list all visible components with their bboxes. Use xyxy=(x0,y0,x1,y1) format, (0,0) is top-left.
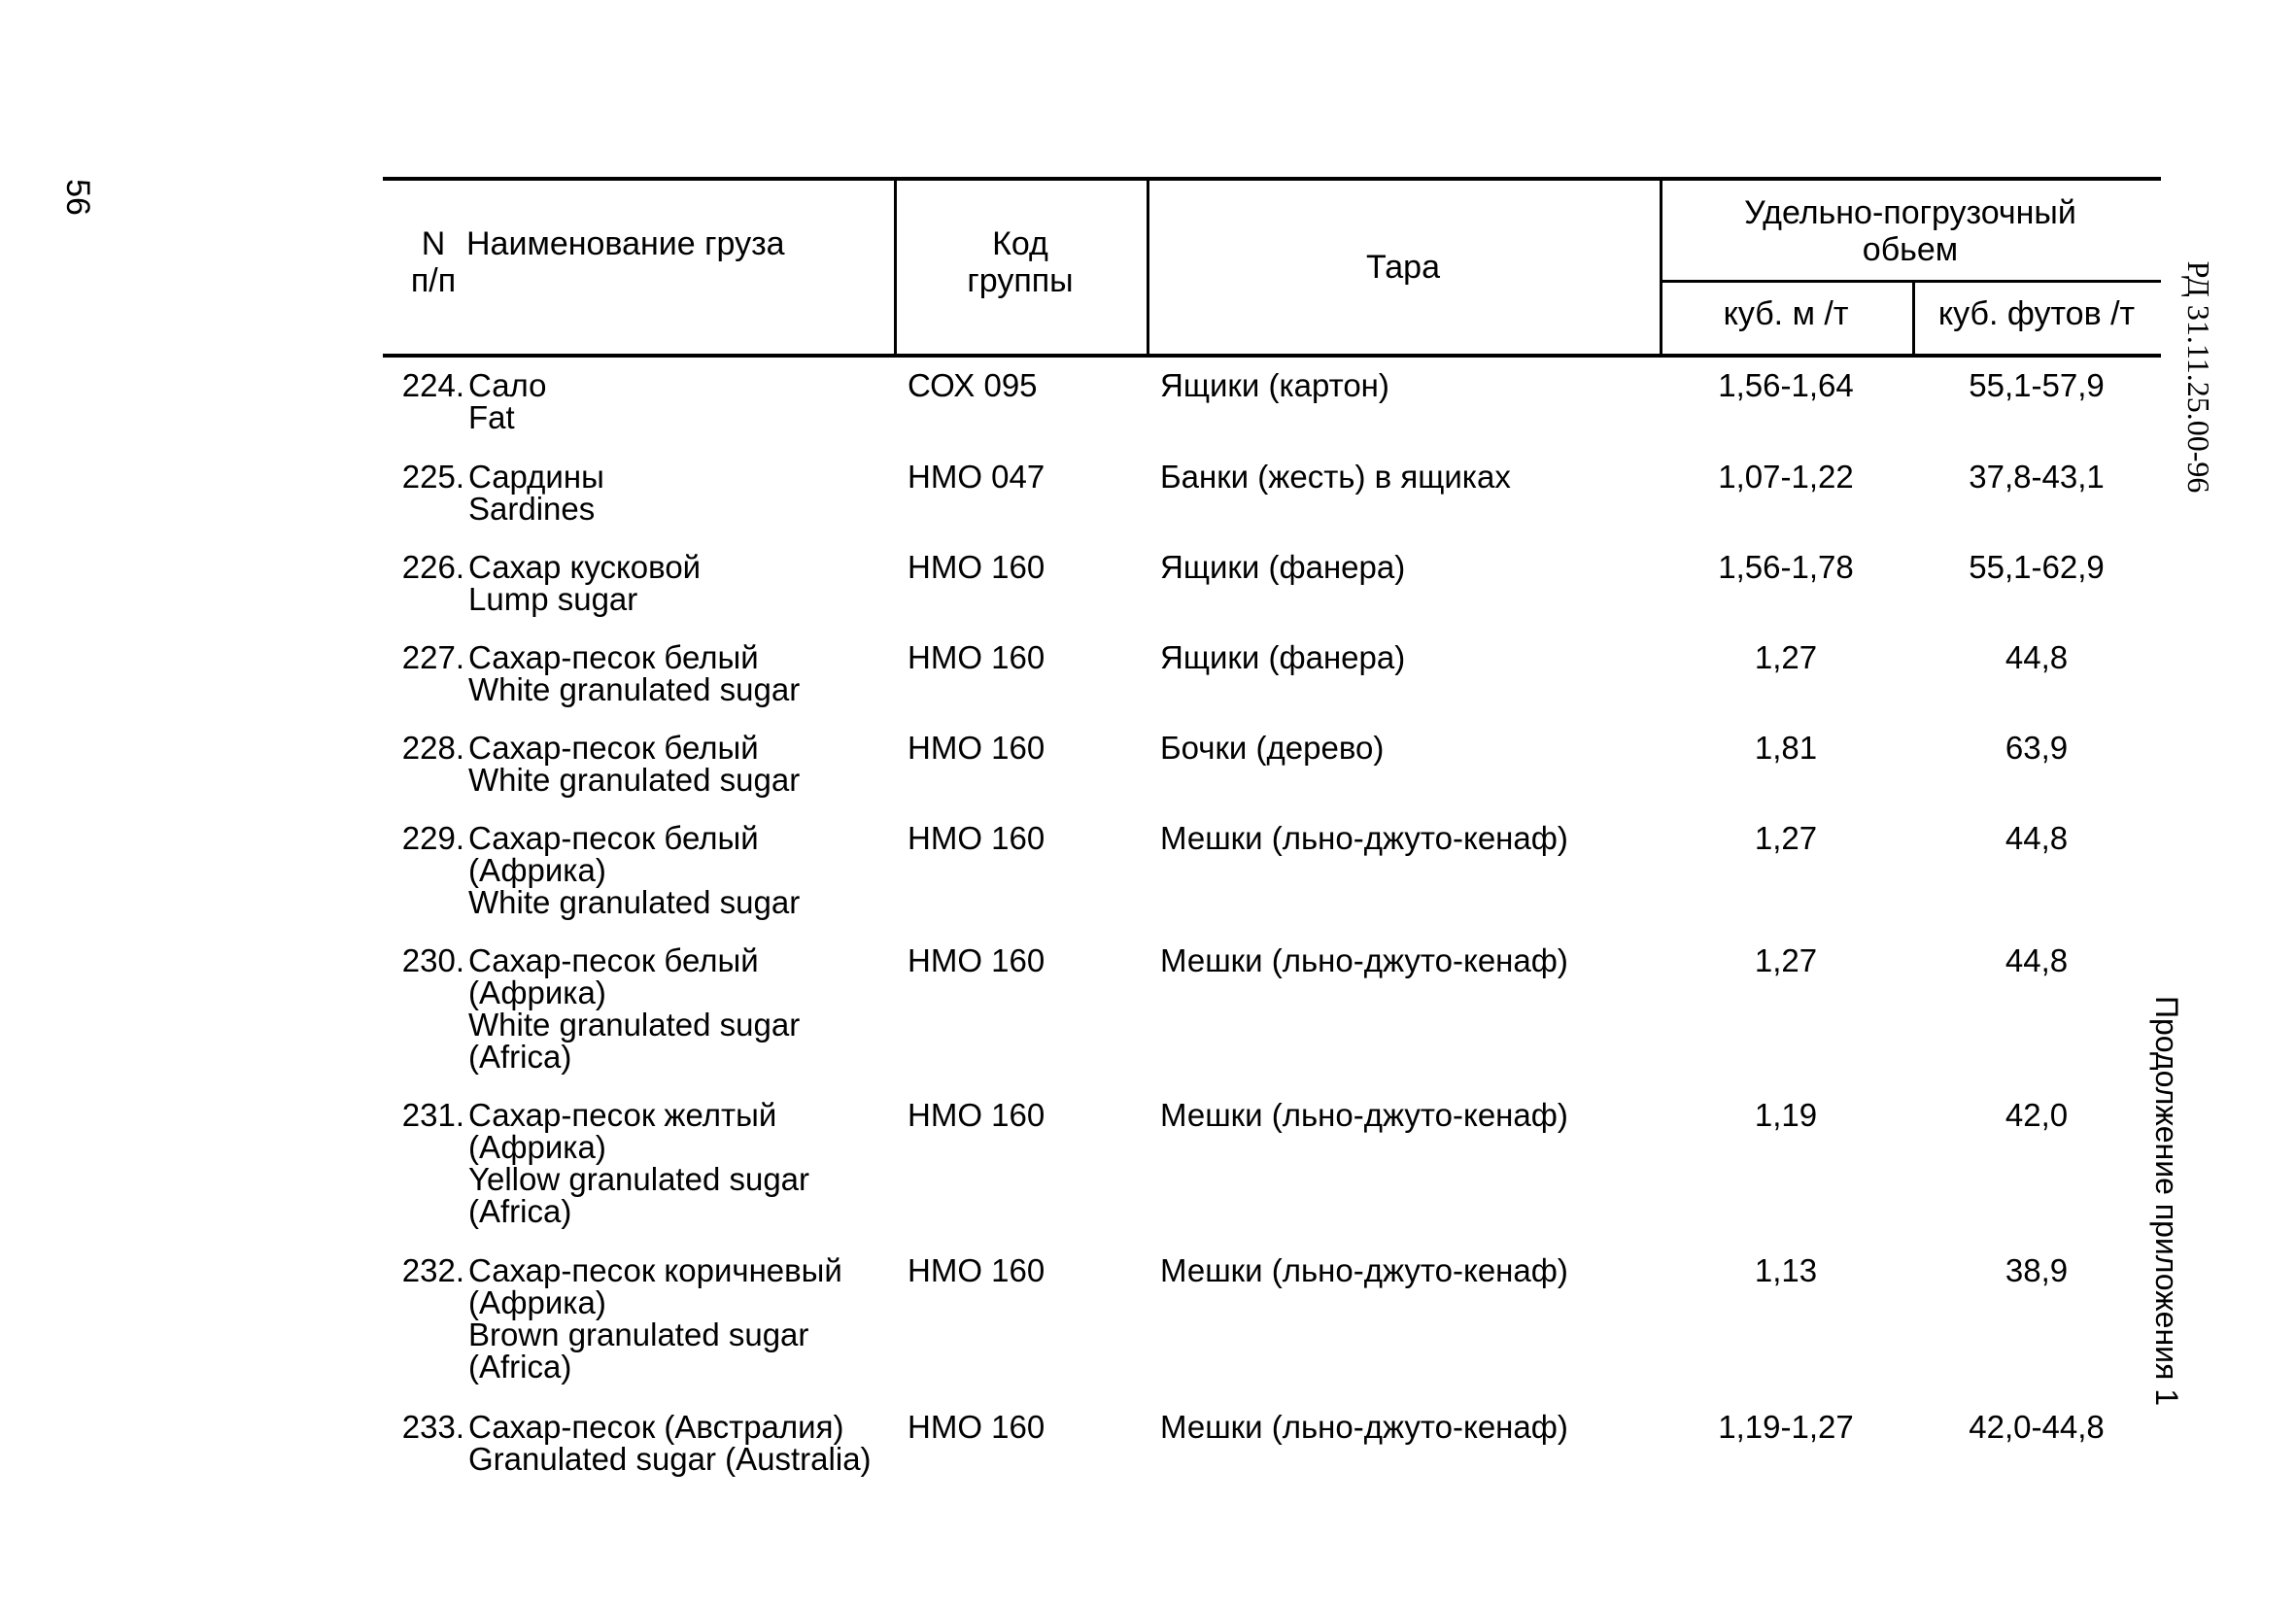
cargo-name-line: White granulated sugar xyxy=(468,762,801,798)
cubic-feet-value: 44,8 xyxy=(2005,820,2069,856)
group-code: НМО 160 xyxy=(908,639,1045,675)
header-packaging: Тара xyxy=(1366,249,1440,286)
cargo-name-line: (Африка) xyxy=(468,974,606,1010)
row-number: 230. xyxy=(401,942,464,978)
cubic-meters-value: 1,27 xyxy=(1754,639,1818,675)
cubic-meters-value: 1,13 xyxy=(1754,1252,1818,1288)
header-code-line1: Код xyxy=(992,225,1048,262)
packaging: Мешки (льно-джуто-кенаф) xyxy=(1160,1097,1568,1133)
cargo-name-line: Lump sugar xyxy=(468,581,638,617)
cargo-name-line: Granulated sugar (Australia) xyxy=(468,1441,872,1477)
group-code: НМО 047 xyxy=(908,459,1045,495)
packaging: Мешки (льно-джуто-кенаф) xyxy=(1160,820,1568,856)
header-stowage-volume xyxy=(1660,194,2161,268)
packaging: Банки (жесть) в ящиках xyxy=(1160,459,1511,495)
cubic-feet-value: 44,8 xyxy=(2005,639,2069,675)
row-number: 226. xyxy=(401,549,464,585)
packaging: Ящики (картон) xyxy=(1160,367,1389,403)
cargo-table xyxy=(383,177,2161,1488)
document-code: РД 31.11.25.00-96 xyxy=(2181,260,2216,494)
cargo-name-line: White granulated sugar xyxy=(468,884,801,920)
table-row xyxy=(383,369,2161,461)
cargo-name-line: Сахар-песок белый xyxy=(468,639,759,675)
cargo-name xyxy=(468,1411,896,1475)
cargo-name-line: Brown granulated sugar xyxy=(468,1316,809,1352)
cargo-name xyxy=(468,822,896,918)
table-row xyxy=(383,1254,2161,1411)
cubic-meters-value: 1,56-1,78 xyxy=(1718,549,1854,585)
row-number: 227. xyxy=(401,639,464,675)
header-cubic-feet: куб. футов /т xyxy=(1937,295,2136,332)
table-row xyxy=(383,732,2161,822)
header-code-line2: группы xyxy=(967,262,1074,299)
cargo-name-line: (Африка) xyxy=(468,852,606,888)
cubic-feet-value: 63,9 xyxy=(2005,730,2069,766)
cargo-name-line: Сахар-песок (Австралия) xyxy=(468,1409,844,1445)
cubic-feet-value: 38,9 xyxy=(2005,1252,2069,1288)
header-number-line2: п/п xyxy=(410,262,457,299)
cargo-name xyxy=(468,369,896,433)
row-number: 232. xyxy=(401,1252,464,1288)
group-code: НМО 160 xyxy=(908,549,1045,585)
header-volume-line2: обьем xyxy=(1862,231,1959,268)
cubic-feet-value: 42,0-44,8 xyxy=(1969,1409,2105,1445)
row-number: 233. xyxy=(401,1409,464,1445)
cubic-meters-value: 1,07-1,22 xyxy=(1718,459,1854,495)
packaging: Бочки (дерево) xyxy=(1160,730,1385,766)
group-code: СОХ 095 xyxy=(908,367,1038,403)
cargo-name xyxy=(468,1254,896,1383)
cargo-name-line: (Африка) xyxy=(468,1129,606,1165)
cargo-name-line: White granulated sugar xyxy=(468,671,801,707)
cubic-meters-value: 1,27 xyxy=(1754,820,1818,856)
header-number xyxy=(394,225,472,299)
header-number-line1: N xyxy=(421,225,446,262)
cargo-name xyxy=(468,732,896,796)
header-cubic-meters: куб. м /т xyxy=(1723,295,1849,332)
cubic-meters-value: 1,19 xyxy=(1754,1097,1818,1133)
group-code: НМО 160 xyxy=(908,942,1045,978)
group-code: НМО 160 xyxy=(908,730,1045,766)
cargo-name-line: Сахар-песок коричневый xyxy=(468,1252,842,1288)
packaging: Мешки (льно-джуто-кенаф) xyxy=(1160,1409,1568,1445)
cargo-name-line: Сало xyxy=(468,367,547,403)
cargo-name-line: Fat xyxy=(468,399,515,435)
group-code: НМО 160 xyxy=(908,820,1045,856)
cubic-feet-value: 37,8-43,1 xyxy=(1969,459,2105,495)
page-number: 56 xyxy=(59,179,96,216)
group-code: НМО 160 xyxy=(908,1097,1045,1133)
cubic-feet-value: 55,1-62,9 xyxy=(1969,549,2105,585)
cubic-feet-value: 55,1-57,9 xyxy=(1969,367,2105,403)
cargo-name-line: Yellow granulated sugar xyxy=(468,1161,810,1197)
cargo-name-line: Сахар кусковой xyxy=(468,549,702,585)
packaging: Ящики (фанера) xyxy=(1160,639,1406,675)
cargo-name xyxy=(468,461,896,525)
table-row xyxy=(383,822,2161,944)
cargo-name-line: (Africa) xyxy=(468,1193,572,1229)
table-row xyxy=(383,641,2161,732)
table-body xyxy=(383,369,2161,1488)
cargo-name xyxy=(468,551,896,615)
table-header xyxy=(383,177,2161,358)
cubic-meters-value: 1,81 xyxy=(1754,730,1818,766)
cargo-name-line: Сахар-песок белый xyxy=(468,820,759,856)
row-number: 224. xyxy=(401,367,464,403)
cargo-name xyxy=(468,944,896,1073)
table-row xyxy=(383,1411,2161,1488)
cargo-name-line: (Africa) xyxy=(468,1039,572,1075)
cargo-name xyxy=(468,641,896,705)
table-row xyxy=(383,1099,2161,1254)
packaging: Мешки (льно-джуто-кенаф) xyxy=(1160,942,1568,978)
row-number: 228. xyxy=(401,730,464,766)
appendix-caption: Продолжение приложения 1 xyxy=(2149,996,2184,1406)
table-row xyxy=(383,944,2161,1099)
cargo-name-line: White granulated sugar xyxy=(468,1007,801,1043)
group-code: НМО 160 xyxy=(908,1252,1045,1288)
cubic-meters-value: 1,56-1,64 xyxy=(1718,367,1854,403)
row-number: 229. xyxy=(401,820,464,856)
packaging: Ящики (фанера) xyxy=(1160,549,1406,585)
cargo-name-line: (Africa) xyxy=(468,1349,572,1385)
cubic-feet-value: 44,8 xyxy=(2005,942,2069,978)
cubic-feet-value: 42,0 xyxy=(2005,1097,2069,1133)
cargo-name xyxy=(468,1099,896,1227)
row-number: 225. xyxy=(401,459,464,495)
table-row xyxy=(383,461,2161,551)
cubic-meters-value: 1,27 xyxy=(1754,942,1818,978)
cargo-name-line: Сардины xyxy=(468,459,604,495)
subheader-divider xyxy=(1660,280,2161,283)
cargo-name-line: Сахар-песок белый xyxy=(468,730,759,766)
cargo-name-line: Сахар-песок желтый xyxy=(468,1097,777,1133)
header-volume-line1: Удельно-погрузочный xyxy=(1744,194,2076,231)
row-number: 231. xyxy=(401,1097,464,1133)
header-group-code xyxy=(894,225,1147,299)
cargo-name-line: Сахар-песок белый xyxy=(468,942,759,978)
header-cargo-name: Наименование груза xyxy=(466,225,785,262)
cubic-meters-value: 1,19-1,27 xyxy=(1718,1409,1854,1445)
cargo-name-line: (Африка) xyxy=(468,1284,606,1320)
cargo-name-line: Sardines xyxy=(468,491,596,527)
group-code: НМО 160 xyxy=(908,1409,1045,1445)
table-row xyxy=(383,551,2161,641)
packaging: Мешки (льно-джуто-кенаф) xyxy=(1160,1252,1568,1288)
